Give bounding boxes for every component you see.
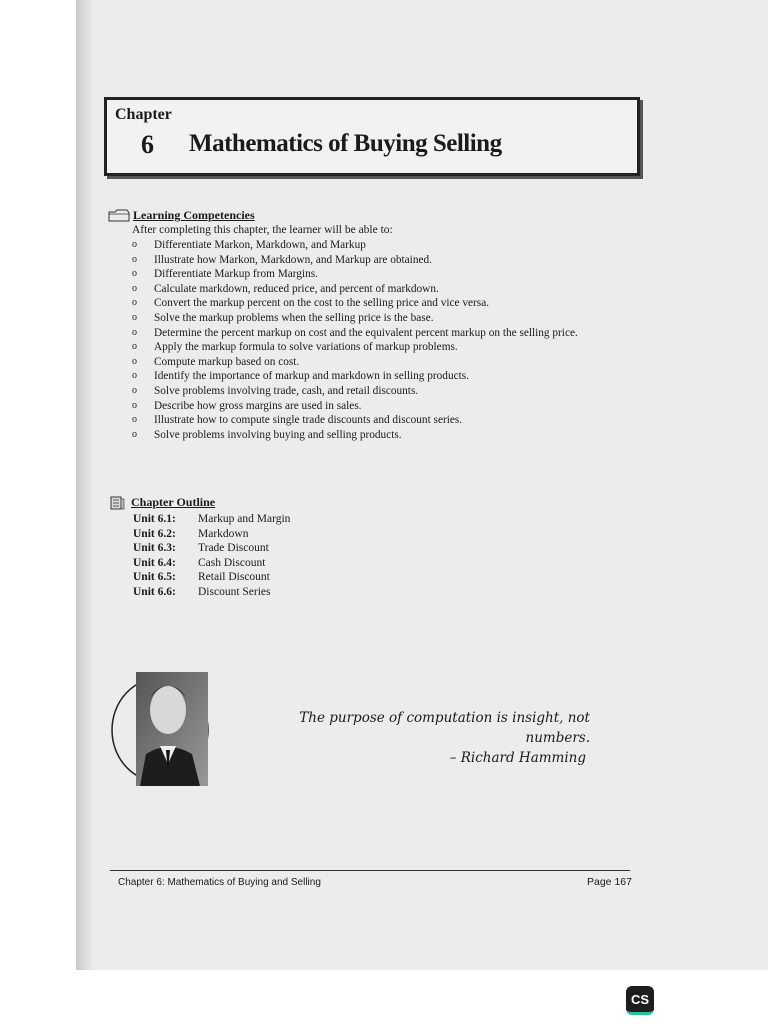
competency-text: Identify the importance of markup and markdown in selling products. — [154, 370, 469, 383]
unit-number: Unit 6.3: — [133, 542, 176, 555]
bullet-icon: o — [132, 297, 137, 309]
list-item — [132, 326, 612, 341]
list-item — [132, 428, 612, 443]
bullet-icon: o — [132, 239, 137, 250]
chapter-number: 6 — [141, 130, 154, 159]
competency-text: Solve the markup problems when the selling price is the base. — [154, 311, 434, 324]
list-item — [132, 399, 612, 414]
chapter-title: Mathematics of Buying Selling — [189, 130, 502, 157]
list-item — [133, 570, 290, 585]
bullet-icon: o — [132, 370, 137, 382]
bullet-icon: o — [132, 399, 137, 411]
competency-text: Solve problems involving buying and selling products. — [154, 428, 402, 441]
list-item — [133, 512, 290, 527]
list-item — [133, 541, 290, 556]
quote-text: The purpose of computation is insight, not numbers. — [299, 710, 590, 746]
unit-title: Retail Discount — [198, 571, 270, 584]
bullet-icon: o — [132, 282, 137, 294]
bullet-icon: o — [132, 326, 137, 338]
competencies-list — [132, 238, 612, 442]
list-item — [132, 355, 612, 370]
bullet-icon: o — [132, 428, 137, 440]
bullet-icon: o — [132, 311, 137, 323]
camscanner-logo-icon: CS — [626, 986, 654, 1015]
list-item — [132, 384, 612, 399]
competency-text: Calculate markdown, reduced price, and percent of markdown. — [154, 282, 439, 295]
list-item — [133, 527, 290, 542]
list-item — [132, 267, 612, 282]
bullet-icon: o — [132, 253, 137, 265]
list-item — [132, 282, 612, 297]
learning-competencies-heading: Learning Competencies — [133, 208, 255, 222]
competency-text: Solve problems involving trade, cash, and retail discounts. — [154, 384, 419, 397]
unit-title: Cash Discount — [198, 556, 266, 569]
list-item — [132, 340, 612, 355]
unit-title: Trade Discount — [198, 542, 269, 555]
chapter-label: Chapter — [115, 106, 172, 123]
unit-number: Unit 6.1: — [133, 513, 176, 525]
quote-block — [250, 708, 590, 768]
unit-title: Markdown — [198, 527, 249, 540]
bullet-icon: o — [132, 355, 137, 367]
competency-text: Determine the percent markup on cost and the equivalent percent markup on the selling price. — [154, 326, 578, 339]
competency-text: Differentiate Markon, Markdown, and Markup — [154, 239, 366, 251]
list-item — [132, 253, 612, 268]
list-item — [132, 311, 612, 326]
footer-divider — [110, 870, 630, 871]
unit-title: Discount Series — [198, 585, 271, 598]
list-item — [132, 296, 612, 311]
list-item — [132, 238, 612, 253]
competency-text: Compute markup based on cost. — [154, 355, 300, 368]
chapter-header-box — [104, 97, 640, 176]
bullet-icon: o — [132, 384, 137, 396]
unit-number: Unit 6.6: — [133, 585, 176, 598]
competency-text: Illustrate how to compute single trade discounts and discount series. — [154, 414, 463, 427]
footer-chapter-title: Chapter 6: Mathematics of Buying and Selling — [118, 877, 321, 888]
page-number: Page 167 — [587, 876, 632, 888]
competency-text: Convert the markup percent on the cost to the selling price and vice versa. — [154, 297, 490, 310]
chapter-outline-list — [133, 512, 290, 600]
unit-number: Unit 6.2: — [133, 527, 176, 540]
competencies-intro: After completing this chapter, the learner will be able to: — [132, 224, 393, 236]
competency-text: Describe how gross margins are used in sales. — [154, 399, 362, 412]
list-item — [133, 556, 290, 571]
unit-title: Markup and Margin — [198, 513, 291, 525]
competency-text: Illustrate how Markon, Markdown, and Markup are obtained. — [154, 253, 432, 266]
portrait-photo — [110, 668, 214, 786]
competency-text: Differentiate Markup from Margins. — [154, 268, 318, 281]
unit-number: Unit 6.4: — [133, 556, 176, 569]
folder-icon — [108, 209, 130, 222]
bullet-icon: o — [132, 414, 137, 426]
list-item — [132, 413, 612, 428]
page-spine-shadow — [76, 0, 94, 970]
book-icon — [110, 496, 125, 510]
bullet-icon: o — [132, 341, 137, 353]
quote-author: – Richard Hamming — [449, 750, 586, 766]
chapter-outline-heading: Chapter Outline — [131, 495, 216, 509]
unit-number: Unit 6.5: — [133, 571, 176, 584]
list-item — [132, 369, 612, 384]
list-item — [133, 585, 290, 600]
bullet-icon: o — [132, 268, 137, 280]
competency-text: Apply the markup formula to solve variations of markup problems. — [154, 341, 458, 354]
